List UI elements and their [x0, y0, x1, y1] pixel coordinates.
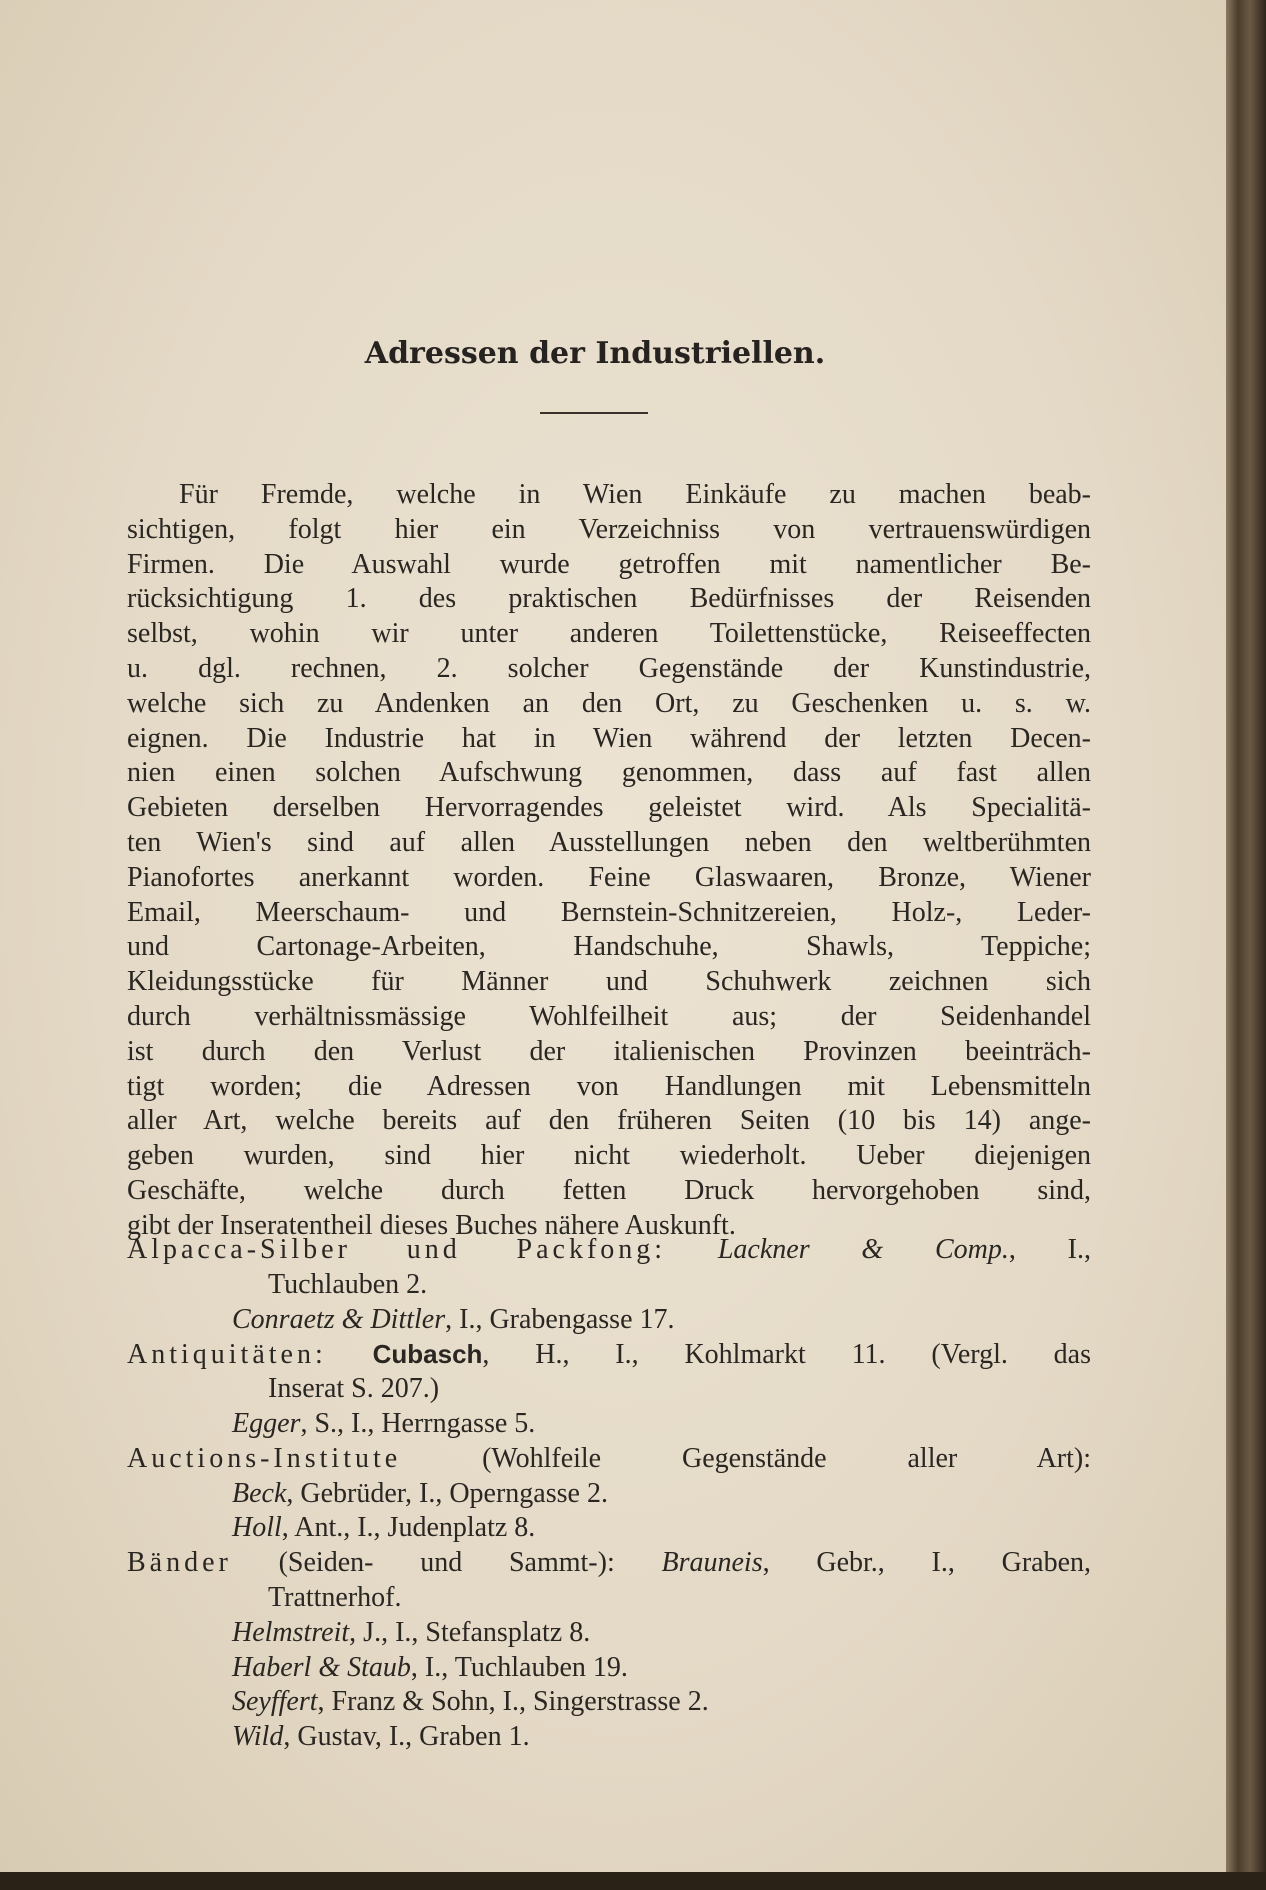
address-list — [127, 1233, 1091, 1755]
category-entry — [127, 1442, 1091, 1477]
firm-name: Haberl & Staub — [232, 1651, 411, 1683]
address-text — [666, 1234, 718, 1265]
address-text: , J., I., Stefansplatz 8. — [349, 1616, 591, 1648]
address-entry — [127, 1303, 1091, 1338]
category-name: Auctions-Institute — [127, 1442, 402, 1474]
address-text: Trattnerhof. — [268, 1581, 402, 1613]
firm-name: Seyffert — [232, 1686, 318, 1718]
firm-name: Lackner & Comp. — [717, 1234, 1009, 1265]
intro-paragraph — [127, 478, 1091, 1244]
category-name: Alpacca-Silber und Packfong: — [127, 1234, 667, 1265]
address-text: , Gebr., I., Graben, — [762, 1547, 1091, 1579]
paragraph-line: aller Art, welche bereits auf den früheren Seiten (10 bis 14) ange- — [127, 1105, 1091, 1137]
paragraph-line: durch verhältnissmässige Wohlfeilheit aus; der Seidenhandel — [127, 1000, 1091, 1032]
address-entry — [127, 1511, 1091, 1546]
category-entry — [127, 1233, 1091, 1268]
paragraph-line: selbst, wohin wir unter anderen Toilettenstücke, Reiseeffecten — [127, 618, 1091, 650]
address-entry — [127, 1407, 1091, 1442]
paragraph-line: welche sich zu Andenken an den Ort, zu Geschenken u. s. w. — [127, 687, 1091, 719]
address-text — [327, 1339, 373, 1370]
paragraph-line: ist durch den Verlust der italienischen Provinzen beeinträch- — [127, 1035, 1091, 1067]
address-text: , I., — [1008, 1234, 1091, 1265]
address-text: , Franz & Sohn, I., Singerstrasse 2. — [317, 1686, 709, 1718]
address-text: Inserat S. 207.) — [268, 1373, 440, 1405]
address-text: (Wohlfeile Gegenstände aller Art): — [401, 1442, 1091, 1474]
address-text: , S., I., Herrngasse 5. — [300, 1407, 536, 1439]
address-entry — [127, 1720, 1091, 1755]
title-divider — [540, 412, 648, 414]
firm-name: Holl — [232, 1512, 282, 1544]
paragraph-line: eignen. Die Industrie hat in Wien während der letzten Decen- — [127, 722, 1091, 754]
address-entry — [127, 1685, 1091, 1720]
page-title: Adressen der Industriellen. — [364, 336, 826, 371]
firm-name: Cubasch — [372, 1339, 483, 1370]
address-text: , Ant., I., Judenplatz 8. — [281, 1512, 536, 1544]
address-entry — [127, 1651, 1091, 1686]
paragraph-line: gibt der Inseratentheil dieses Buches nähere Auskunft. — [127, 1209, 736, 1241]
firm-name: Conraetz & Dittler — [232, 1303, 446, 1335]
category-name: Antiquitäten: — [127, 1339, 327, 1371]
address-entry — [127, 1581, 1091, 1616]
address-text: Tuchlauben 2. — [268, 1268, 428, 1300]
address-text: , Gebrüder, I., Operngasse 2. — [286, 1477, 608, 1509]
address-entry — [127, 1268, 1091, 1303]
address-text: , I., Tuchlauben 19. — [410, 1651, 628, 1683]
firm-name: Helmstreit — [232, 1616, 350, 1648]
firm-name: Egger — [232, 1407, 301, 1439]
address-text: , I., Grabengasse 17. — [445, 1303, 675, 1335]
address-text: , H., I., Kohlmarkt 11. (Vergl. das — [482, 1339, 1092, 1371]
category-entry — [127, 1337, 1091, 1372]
firm-name: Wild — [232, 1721, 284, 1753]
paragraph-line: geben wurden, sind hier nicht wiederholt. Ueber diejenigen — [127, 1140, 1091, 1172]
paragraph-line: Firmen. Die Auswahl wurde getroffen mit namentlicher Be- — [127, 548, 1091, 580]
firm-name: Beck — [232, 1477, 287, 1509]
address-text: (Seiden- und Sammt-): — [231, 1547, 662, 1579]
paragraph-line: u. dgl. rechnen, 2. solcher Gegenstände der Kunstindustrie, — [127, 652, 1091, 684]
category-entry — [127, 1546, 1091, 1581]
firm-name: Brauneis — [661, 1547, 763, 1579]
paragraph-line: tigt worden; die Adressen von Handlungen mit Lebensmitteln — [127, 1070, 1091, 1102]
paragraph-line: ten Wien's sind auf allen Ausstellungen neben den weltberühmten — [127, 826, 1091, 858]
address-entry — [127, 1372, 1091, 1407]
paragraph-line: Für Fremde, welche in Wien Einkäufe zu machen beab- — [179, 479, 1091, 510]
book-binding-edge — [1226, 0, 1266, 1890]
paragraph-line: nien einen solchen Aufschwung genommen, dass auf fast allen — [127, 757, 1091, 789]
category-name: Bänder — [127, 1547, 232, 1579]
address-entry — [127, 1616, 1091, 1651]
paragraph-line: Pianofortes anerkannt worden. Feine Glaswaaren, Bronze, Wiener — [127, 861, 1091, 893]
paragraph-line: rücksichtigung 1. des praktischen Bedürfnisses der Reisenden — [127, 583, 1091, 615]
paragraph-line: und Cartonage-Arbeiten, Handschuhe, Shawls, Teppiche; — [127, 931, 1091, 963]
paragraph-line: Kleidungsstücke für Männer und Schuhwerk zeichnen sich — [127, 966, 1091, 998]
address-text: , Gustav, I., Graben 1. — [283, 1721, 530, 1753]
paragraph-line: Geschäfte, welche durch fetten Druck hervorgehoben sind, — [127, 1174, 1091, 1206]
paragraph-line: Gebieten derselben Hervorragendes geleistet wird. Als Specialitä- — [127, 792, 1091, 824]
paragraph-line: sichtigen, folgt hier ein Verzeichniss von vertrauenswürdigen — [127, 513, 1091, 545]
address-entry — [127, 1477, 1091, 1512]
page-bottom-edge — [0, 1872, 1266, 1890]
paragraph-line: Email, Meerschaum- und Bernstein-Schnitzereien, Holz-, Leder- — [127, 896, 1091, 928]
